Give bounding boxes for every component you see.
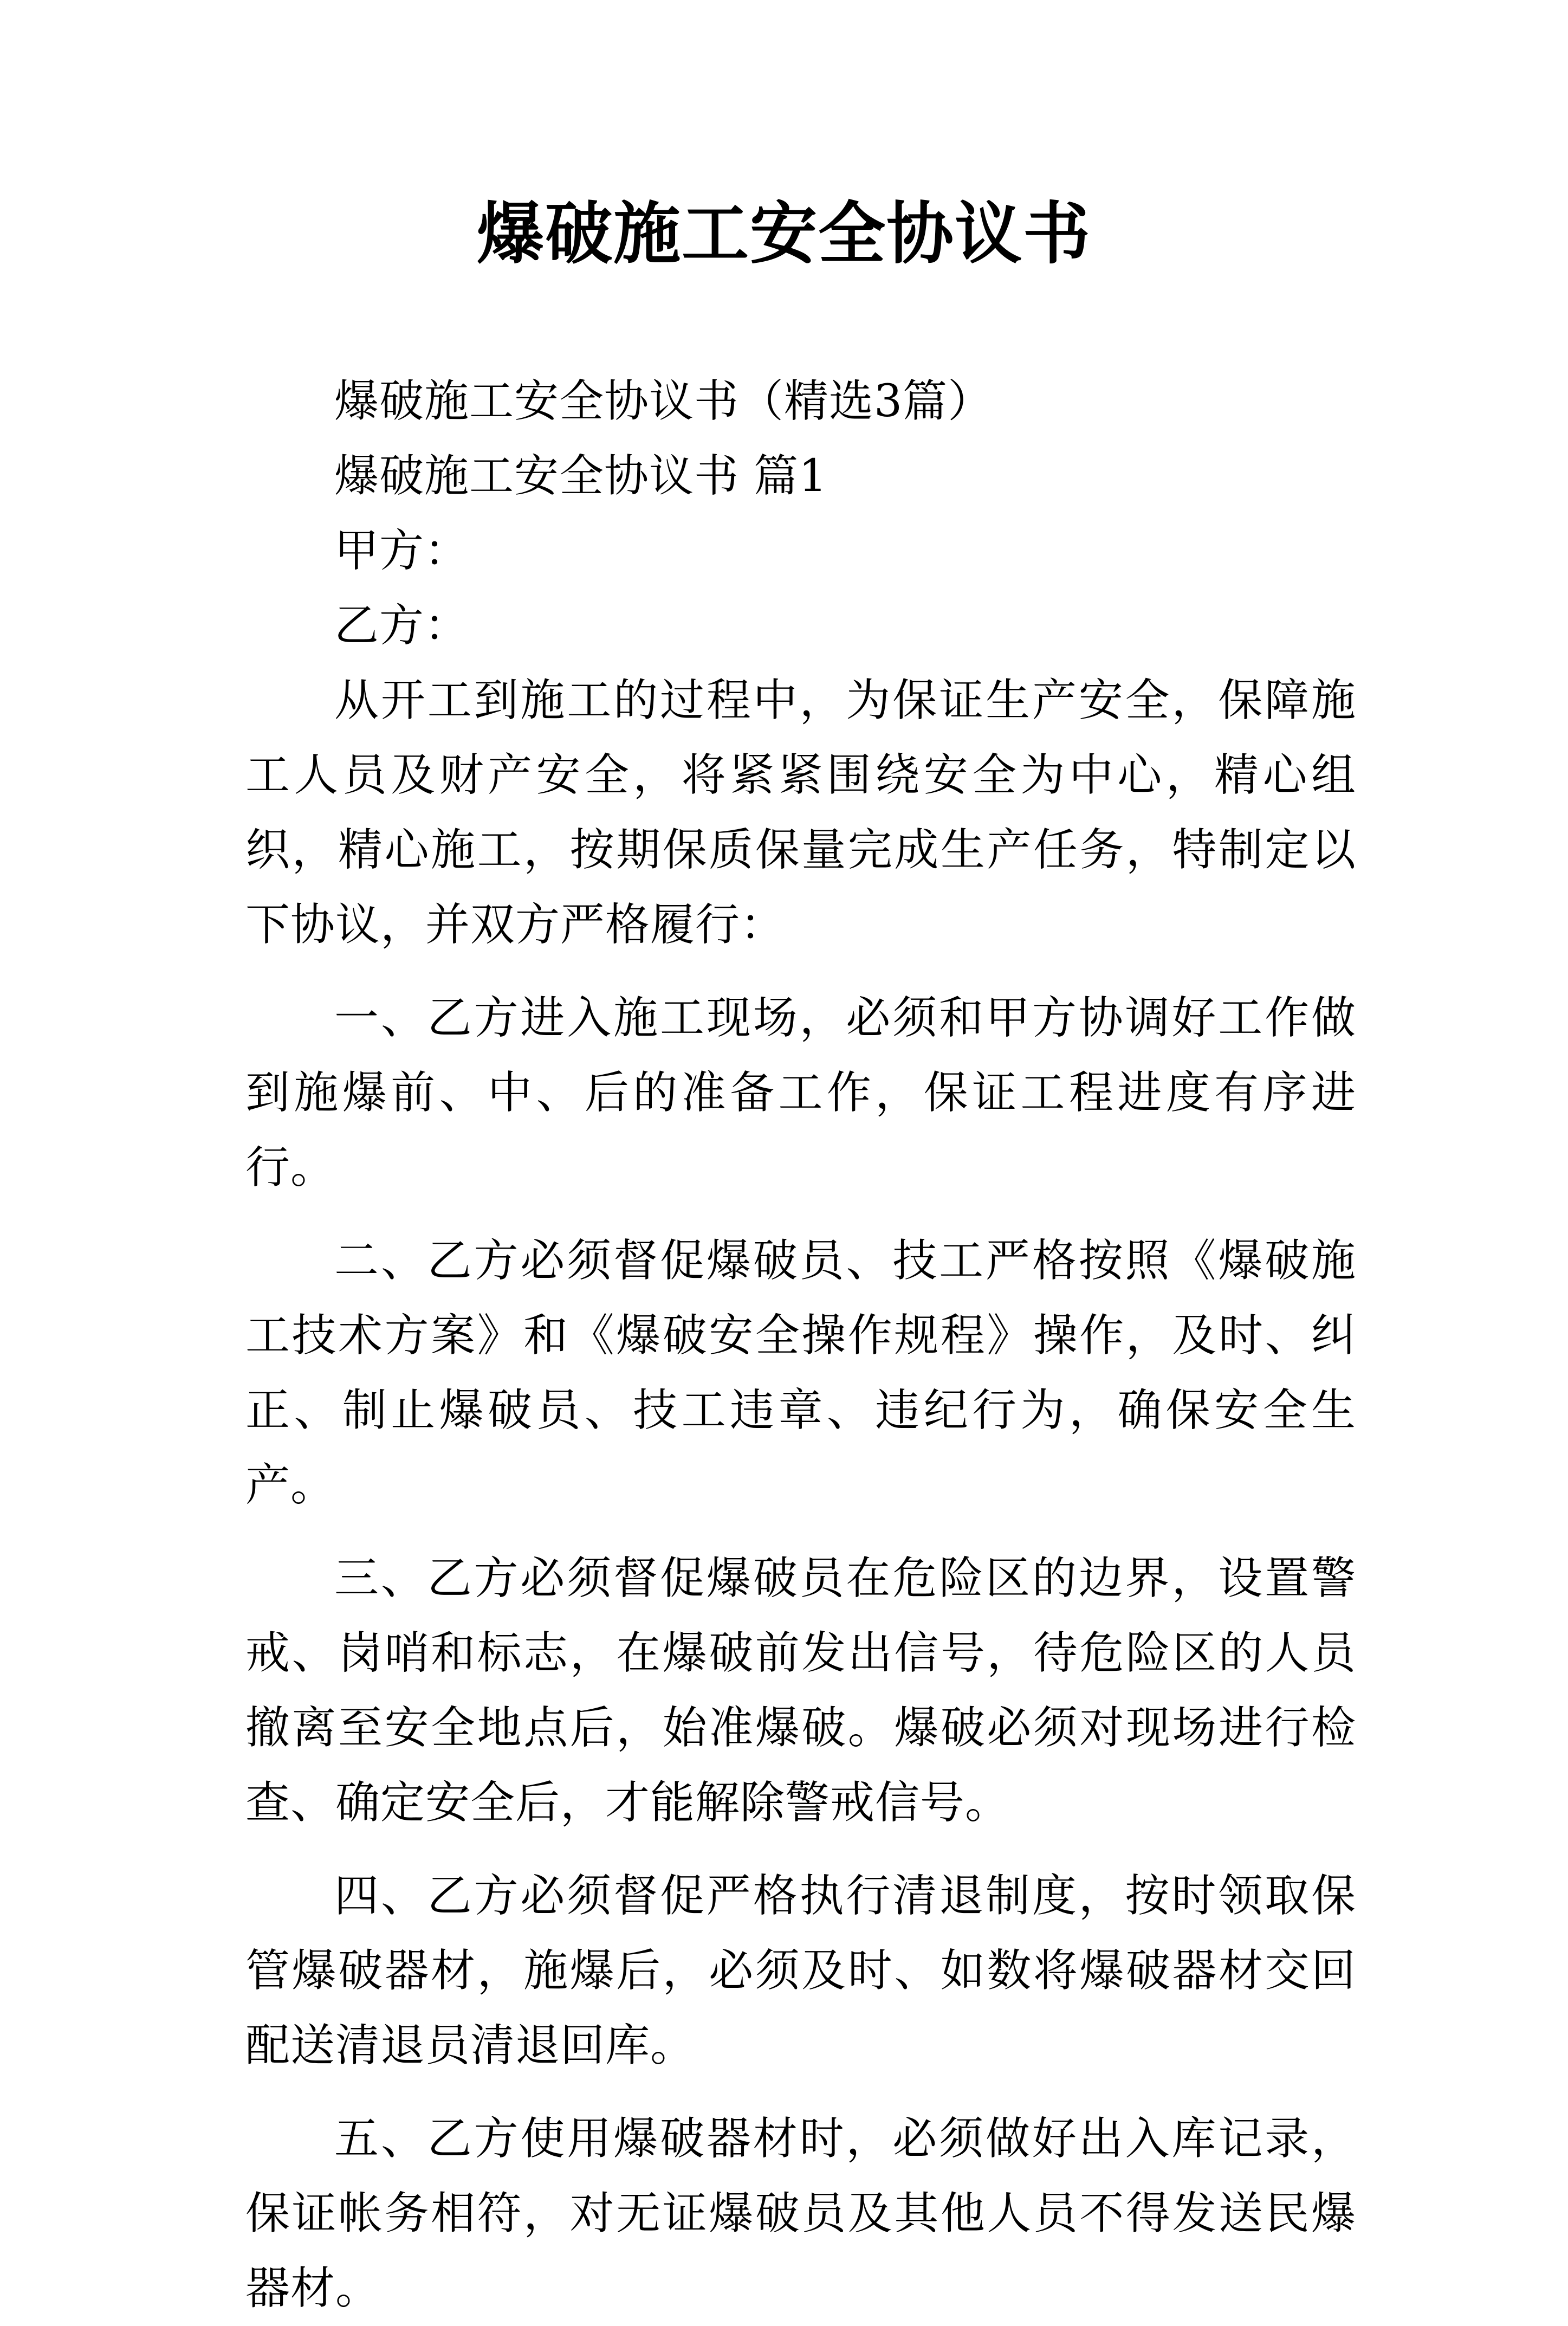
party-b-line: 乙方： <box>334 600 470 651</box>
clause-2: 二、乙方必须督促爆破员、技工严格按照《爆破施工技术方案》和《爆破安全操作规程》操作，及时、纠正、制止爆破员、技工违章、违纪行为，确保安全生产。 <box>245 1235 1356 1511</box>
document-title: 爆破施工安全协议书 <box>476 195 1091 273</box>
clause-1: 一、乙方进入施工现场，必须和甲方协调好工作做到施爆前、中、后的准备工作，保证工程进度有序进行。 <box>245 992 1356 1193</box>
subtitle-paragraph: 爆破施工安全协议书（精选3篇） <box>334 376 993 427</box>
document-body <box>245 364 1356 2326</box>
clause-4: 四、乙方必须督促严格执行清退制度，按时领取保管爆破器材，施爆后，必须及时、如数将爆破器材交回配送清退员清退回库。 <box>245 1870 1356 2071</box>
intro-paragraph: 从开工到施工的过程中，为保证生产安全，保障施工人员及财产安全，将紧紧围绕安全为中心，精心组织，精心施工，按期保质保量完成生产任务，特制定以下协议，并双方严格履行： <box>245 675 1356 951</box>
section-heading: 爆破施工安全协议书 篇1 <box>334 450 828 502</box>
clause-3: 三、乙方必须督促爆破员在危险区的边界，设置警戒、岗哨和标志，在爆破前发出信号，待危险区的人员撤离至安全地点后，始准爆破。爆破必须对现场进行检查、确定安全后，才能解除警戒信号。 <box>245 1553 1356 1829</box>
party-a-line: 甲方： <box>334 525 470 577</box>
clause-5: 五、乙方使用爆破器材时，必须做好出入库记录，保证帐务相符，对无证爆破员及其他人员不得发送民爆器材。 <box>245 2113 1356 2314</box>
